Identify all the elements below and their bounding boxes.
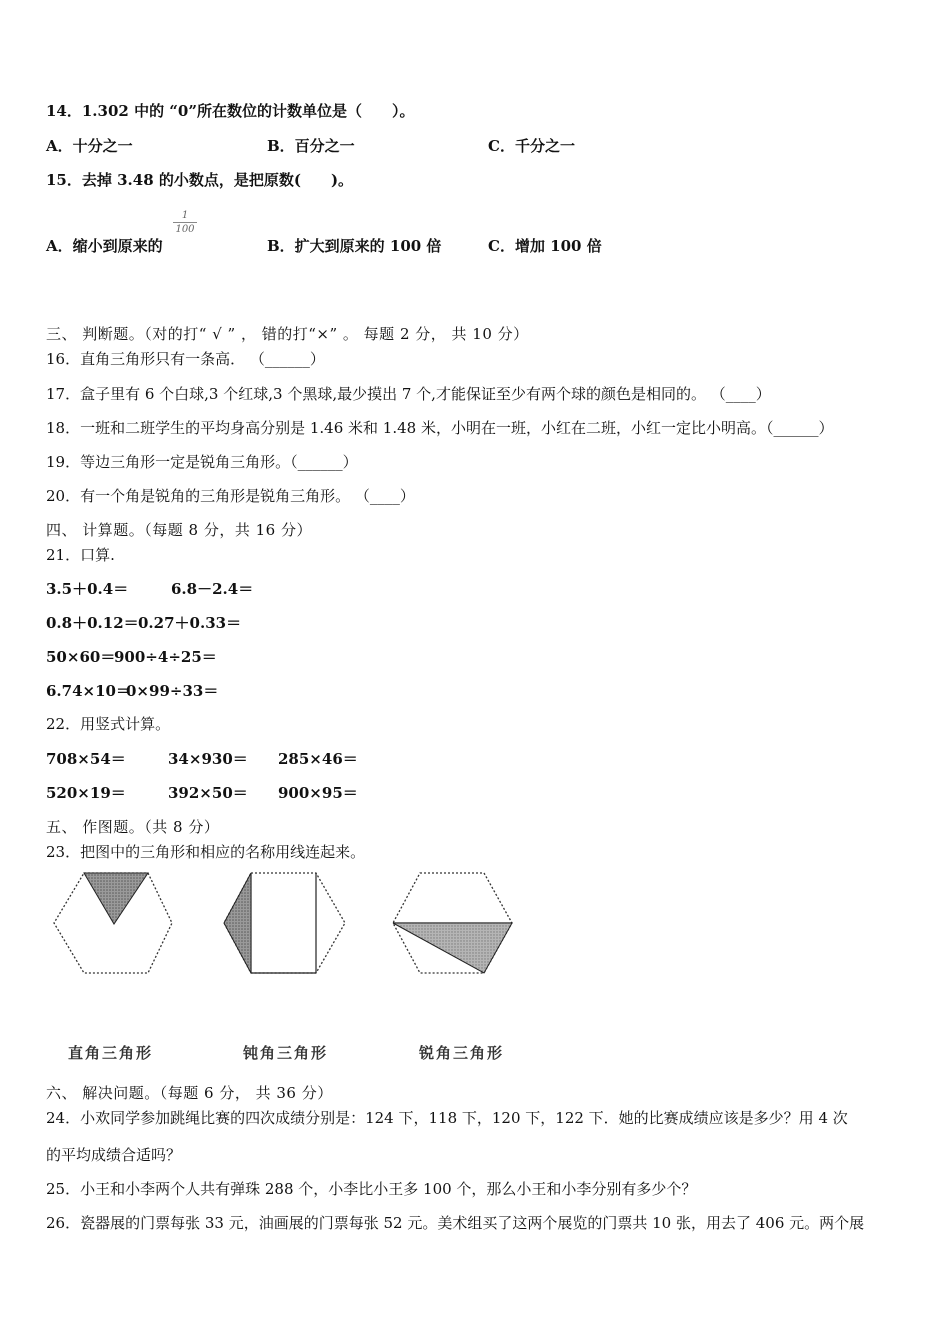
q18: 18．一班和二班学生的平均身高分别是 1.46 米和 1.48 米，小明在一班，小红在二班，小红一定比小明高。（______） [46, 419, 834, 437]
hexagon-2-right [224, 873, 345, 973]
oral-calc-item: 0.8＋0.12＝ [46, 614, 139, 632]
oral-calc-item: 50×60＝ [46, 648, 116, 666]
q20: 20．有一个角是锐角的三角形是锐角三角形。 （____） [46, 487, 415, 505]
q14-option-a: A．十分之一 [46, 137, 133, 155]
oral-calc-item: 900÷4÷25＝ [114, 648, 217, 666]
caption-right-triangle: 直角三角形 [68, 1044, 154, 1062]
section-6-title: 六、 解决问题。（每题 6 分， 共 36 分） [46, 1084, 333, 1102]
q23: 23．把图中的三角形和相应的名称用线连起来。 [46, 843, 366, 861]
vertical-calc-item: 34×930＝ [168, 750, 248, 768]
fraction-bar [173, 222, 197, 223]
hexagon-1-acute [54, 873, 172, 973]
section-3-title: 三、 判断题。（对的打“ √ ” ， 错的打“×” 。 每题 2 分， 共 10 分） [46, 325, 529, 343]
oral-calc-item: 3.5＋0.4＝ [46, 580, 129, 598]
vertical-calc-item: 285×46＝ [278, 750, 358, 768]
q16: 16．直角三角形只有一条高． （______） [46, 350, 325, 368]
q24-line-1: 24．小欢同学参加跳绳比赛的四次成绩分别是：124 下，118 下，120 下，122 下．她的比赛成绩应该是多少？用 4 次 [46, 1109, 848, 1127]
hexagon-triangle-figures [46, 868, 526, 983]
q26: 26．瓷器展的门票每张 33 元，油画展的门票每张 52 元。美术组买了这两个展览的门票共 10 张，用去了 406 元。两个展 [46, 1214, 865, 1232]
fraction-denominator: 100 [175, 224, 195, 235]
q24-line-2: 的平均成绩合适吗？ [46, 1146, 182, 1164]
section-5-title: 五、 作图题。（共 8 分） [46, 818, 220, 836]
oral-calc-item: 6.8－2.4＝ [171, 580, 254, 598]
caption-acute-triangle: 锐角三角形 [419, 1044, 505, 1062]
q17: 17．盒子里有 6 个白球,3 个红球,3 个黑球,最少摸出 7 个,才能保证至少有两个球的颜色是相同的。 （____） [46, 385, 771, 403]
caption-obtuse-triangle: 钝角三角形 [243, 1044, 329, 1062]
q15-option-b: B．扩大到原来的 100 倍 [267, 237, 442, 255]
q15-stem: 15．去掉 3.48 的小数点，是把原数( )。 [46, 171, 354, 189]
q15-option-c: C．增加 100 倍 [488, 237, 602, 255]
q14-stem: 14．1.302 中的 “0”所在数位的计数单位是（ ）。 [46, 102, 415, 120]
vertical-calc-item: 392×50＝ [168, 784, 248, 802]
oral-calc-item: 6.74×10＝ [46, 682, 131, 700]
hexagon-3-obtuse [393, 873, 512, 973]
q22: 22．用竖式计算。 [46, 715, 171, 733]
q21: 21．口算. [46, 546, 115, 564]
oral-calc-item: 0.27＋0.33＝ [138, 614, 242, 632]
q14-option-b: B．百分之一 [267, 137, 355, 155]
section-4-title: 四、 计算题。（每题 8 分，共 16 分） [46, 521, 312, 539]
fraction-numerator: 1 [181, 210, 189, 221]
oral-calc-item: 0×99÷33＝ [126, 682, 219, 700]
vertical-calc-item: 520×19＝ [46, 784, 126, 802]
fraction-one-hundredth [173, 210, 197, 235]
q25: 25．小王和小李两个人共有弹珠 288 个，小李比小王多 100 个，那么小王和小李分别有多少个？ [46, 1180, 697, 1198]
q15-option-a: A．缩小到原来的 [46, 237, 163, 255]
q14-option-c: C．千分之一 [488, 137, 575, 155]
vertical-calc-item: 708×54＝ [46, 750, 126, 768]
q19: 19．等边三角形一定是锐角三角形。（______） [46, 453, 358, 471]
vertical-calc-item: 900×95＝ [278, 784, 358, 802]
